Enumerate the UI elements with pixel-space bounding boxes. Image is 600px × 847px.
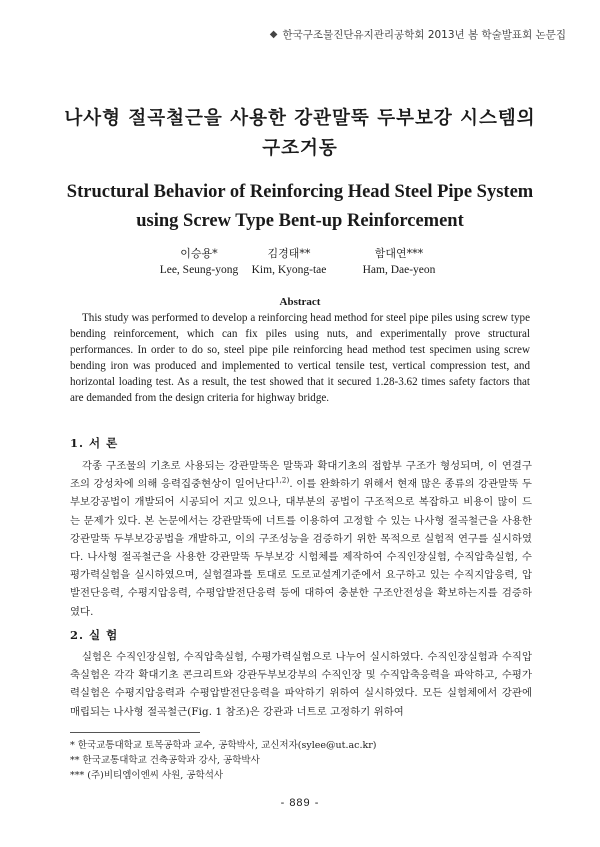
page-number: - 889 - [280,797,320,809]
section-2-heading: 2. 실 험 [70,628,119,642]
abstract-heading: Abstract [279,296,321,308]
english-title [30,178,570,236]
running-header-text: 한국구조물진단유지관리공학회 2013년 봄 학술발표회 논문집 [282,29,566,41]
section-1-body [70,457,532,621]
author-3-korean-name: 함대연*** [374,247,424,260]
korean-title-line-1: 나사형 절곡철근을 사용한 강관말뚝 두부보강 시스템의 [64,108,536,129]
english-title-line-1: Structural Behavior of Reinforcing Head Steel Pipe System [66,182,534,202]
author-list [0,246,600,282]
section-1-heading: 1. 서 론 [70,436,119,450]
footnote-divider [70,732,200,733]
author-3-english-name: Ham, Dae-yeon [362,264,436,276]
korean-title [40,104,560,164]
korean-title-line-2: 구조거동 [262,138,338,159]
footnote-2: ** 한국교통대학교 건축공학과 강사, 공학박사 [70,755,260,766]
author-1-english-name: Lee, Seung-yong [159,264,239,276]
footnote-3: *** (주)비티엠이엔씨 사원, 공학석사 [70,770,224,781]
section-2-body: 실험은 수직인장실험, 수직압축실험, 수평가력실험으로 나누어 실시하였다. 수직인장실험과 수직압축실험은 각각 확대기초 콘크리트와 강관두부보강부의 수직인장 및 수직압축응력을 파악하고, 수평가력실험은 수평지압응력과 수평압발전단응력을 파악하기 위하여 실시하였다. 모든 실험체에서 강관에 매립되는 나사형 절곡철근(Fig. 1 참조)은 강관과 너트로 고정하기 위하여 [70,651,532,718]
author-3 [329,246,469,279]
section-1-text-part-2: . 이를 완화하기 위해서 현재 많은 종류의 강관말뚝 두부보강공법이 개발되어 시공되어 지고 있으나, 대부분의 공법이 구조적으로 복잡하고 비용이 많이 드는 문제가 있다. 본 논문에서는 강관말뚝에 너트를 이용하여 고정할 수 있는 나사형 절곡철근을 사용한 강관말뚝 두부보강공법을 개발하고, 이의 구조성능을 검증하기 위한 목적으로 실험적 연구를 실시하였다. 나사형 절곡철근을 사용한 강관말뚝 두부보강 시험체를 제작하여 수직인장실험, 수직압축실험, 수평가력실험을 실시하였으며, 실험결과를 토대로 도로교설계기준에서 요구하고 있는 수직지압응력, 압발전단응력, 수평지압응력, 수평압발전단응력 등에 대하여 충분한 구조안전성을 확보하는지를 검증하였다. [70,478,533,618]
footnotes [70,738,376,783]
running-header [270,27,566,42]
section-1-text-part-1: 각종 구조물의 기초로 사용되는 강관말뚝은 말뚝과 확대기초의 접합부 구조가 형성되며, 이 연결구조의 강성차에 의해 응력집중현상이 일어난다 [70,460,532,491]
author-1-korean-name: 이승용* [180,247,218,260]
author-2-korean-name: 김경태** [267,247,311,260]
footnote-1: * 한국교통대학교 토목공학과 교수, 공학박사, 교신저자(sylee@ut.ac.kr) [70,740,377,751]
diamond-bullet-icon: ◆ [269,29,278,40]
author-2-english-name: Kim, Kyong-tae [251,264,327,276]
abstract-body: This study was performed to develop a reinforcing head method for steel pipe piles using screw type bending reinforcement, which can fix piles using nuts, and experimentally prove structural performances. In order to do so, steel pipe pile reinforcing head method test specimen using screw bending iron was produced and implemented to vertical tensile test, vertical compression test, and horizontal loading test. As a result, the test showed that it secured 1.28-3.62 times safety factors that are demanded from the design criteria for highway bridge. [70,312,530,404]
english-title-line-2: using Screw Type Bent-up Reinforcement [136,211,464,231]
citation-superscript: 1,2) [275,476,290,485]
